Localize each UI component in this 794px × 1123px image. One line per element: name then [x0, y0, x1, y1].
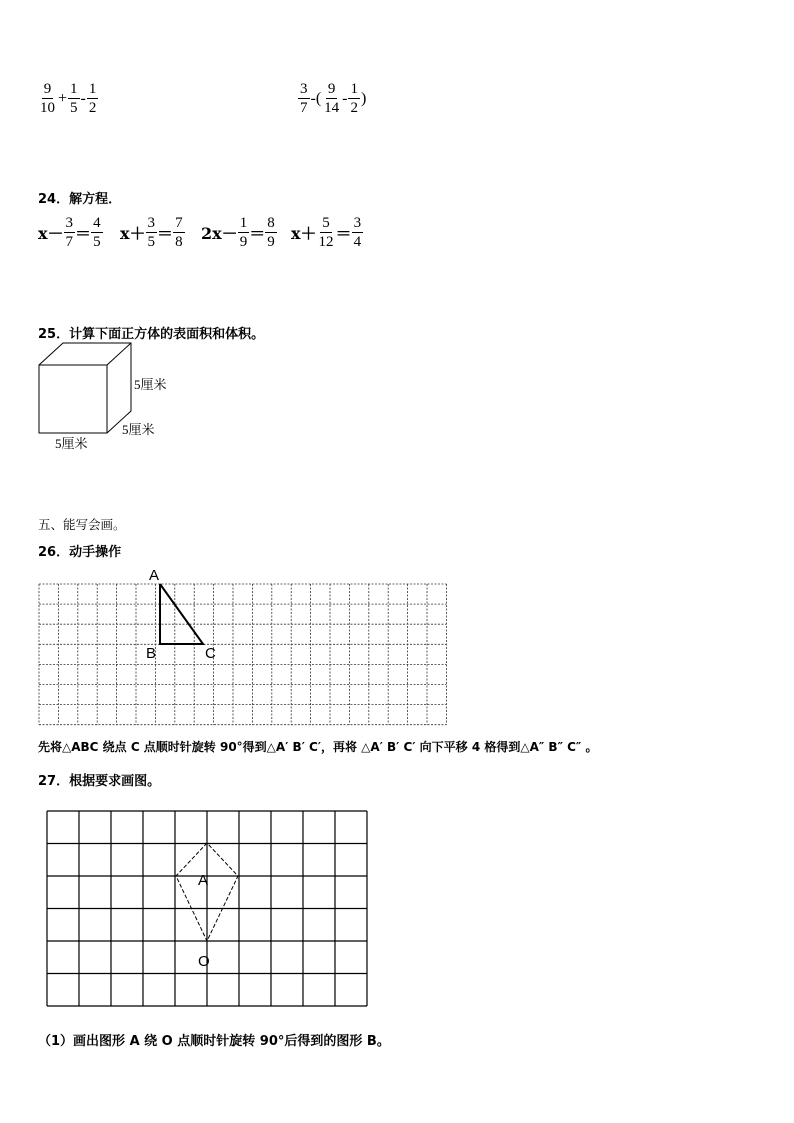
equation-4: x＋ $\frac{5}{12}$ ＝ $\frac{3}{4}$: [291, 215, 362, 250]
cube-figure: [39, 343, 131, 433]
question-26-instruction: 先将△ABC 绕点 C 点顺时针旋转 90°得到△A′ B′ C′，再将 △A′ B′ C′ 向下平移 4 格得到△A″ B″ C″ 。: [38, 740, 598, 754]
grid-27: [47, 811, 367, 1006]
fraction: $\frac{9}{14}$: [324, 81, 340, 116]
point-c-label: C: [205, 645, 216, 662]
fraction: $\frac{1}{2}$: [88, 81, 97, 116]
expression-2: $\frac{3}{7}$ -( $\frac{9}{14}$ - $\frac{1}{2}$ ): [300, 81, 367, 116]
triangle-abc: [160, 584, 203, 644]
question-27-title: 27．根据要求画图。: [38, 774, 161, 789]
grid-26: [39, 584, 446, 725]
cube-height-label: 5厘米: [134, 377, 167, 392]
point-o-label: O: [198, 953, 210, 970]
question-25-title: 25．计算下面正方体的表面积和体积。: [38, 327, 265, 342]
fraction: $\frac{1}{2}$: [350, 81, 358, 116]
equation-3: 2x－ $\frac{1}{9}$ ＝ $\frac{8}{9}$: [201, 215, 275, 250]
cube-top-edge: [107, 343, 131, 365]
cube-width-label: 5厘米: [55, 436, 88, 451]
cube-depth-label: 5厘米: [122, 422, 155, 437]
fraction: $\frac{9}{10}$: [40, 81, 55, 116]
question-24-title: 24．解方程．: [38, 192, 122, 207]
question-27-sub-1: （1）画出图形 A 绕 O 点顺时针旋转 90°后得到的图形 B。: [38, 1034, 390, 1049]
cube-front-face: [39, 365, 107, 433]
section-5-title: 五、能写会画。: [38, 517, 126, 532]
fraction: $\frac{1}{5}$: [70, 81, 78, 116]
question-26-title: 26．动手操作: [38, 545, 122, 560]
point-a-label: A: [149, 567, 160, 584]
expression-1: $\frac{9}{10}$ + $\frac{1}{5}$ - $\frac{1}{2}$: [40, 81, 97, 116]
point-b-label: B: [146, 645, 157, 662]
cube-back-edges: [39, 343, 131, 433]
fraction: $\frac{3}{7}$: [300, 81, 308, 116]
equation-1: x－ $\frac{3}{7}$ ＝ $\frac{4}{5}$: [38, 215, 101, 250]
figure-a-label: A: [198, 872, 209, 889]
equation-2: x＋ $\frac{3}{5}$ ＝ $\frac{7}{8}$: [120, 215, 183, 250]
